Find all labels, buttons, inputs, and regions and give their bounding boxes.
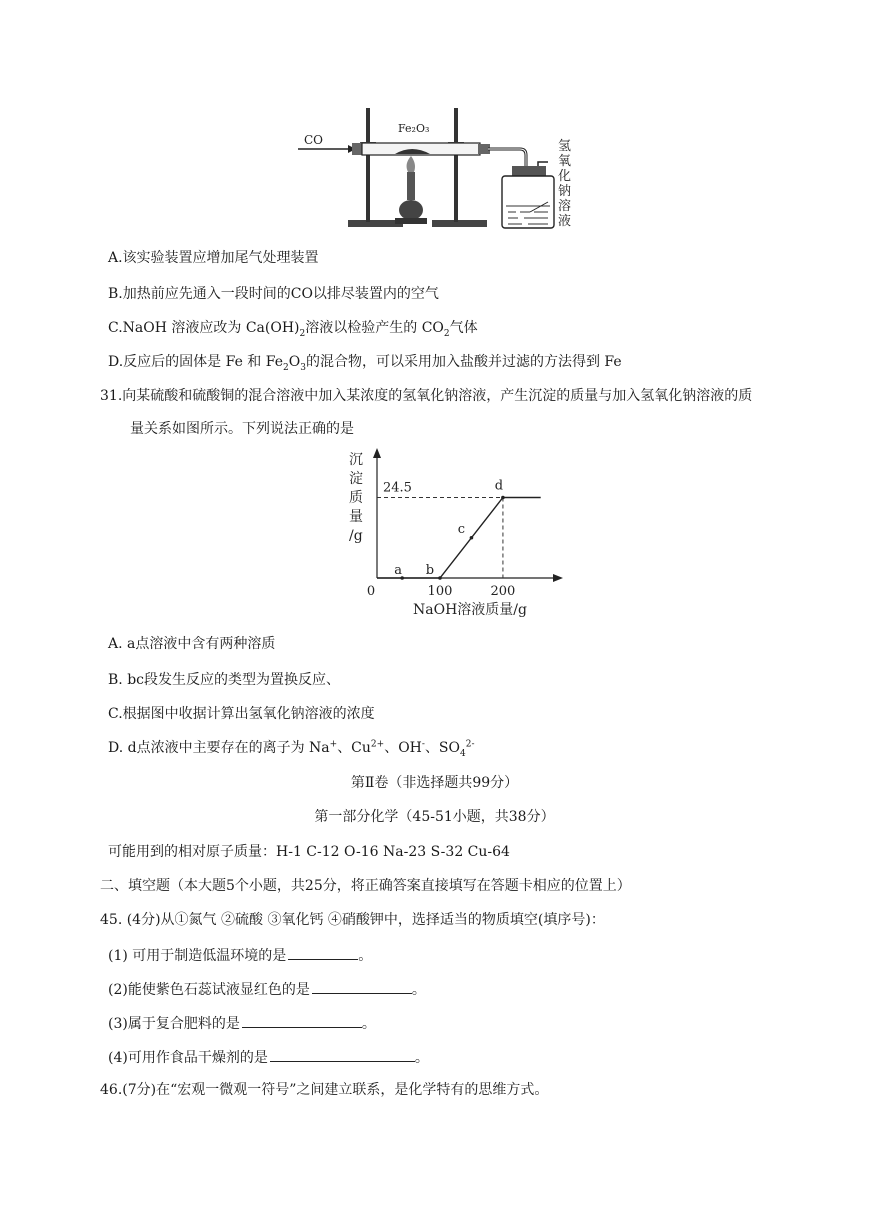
q45-stem: 45. (4分)从①氮气 ②硫酸 ③氧化钙 ④硝酸钾中，选择适当的物质填空(填序号)： [100, 912, 605, 928]
q45-item4: (4)可用作食品干燥剂的是 。 [108, 1047, 429, 1067]
x-tick-label: 100 [427, 584, 453, 599]
q45-item3-text: (3)属于复合肥料的是 [108, 1016, 240, 1032]
q30-option-d-text: D.反应后的固体是 Fe 和 Fe [108, 354, 283, 370]
x-tick-label: 200 [490, 584, 516, 599]
bottle-cap [512, 166, 546, 176]
q45-item1-blank[interactable] [288, 945, 358, 960]
q31-precipitate-chart [345, 448, 565, 618]
q30-option-c-text: C.NaOH 溶液应改为 Ca(OH) [108, 320, 300, 336]
svg-text:氧: 氧 [558, 154, 572, 169]
q31-option-b: B. bc段发生反应的类型为置换反应、 [108, 672, 340, 688]
x-axis-label: NaOH溶液质量/g [413, 602, 527, 618]
y-axis-label-char: /g [349, 528, 363, 544]
y-axis-arrow [373, 448, 381, 458]
q31-stem-line2: 量关系如图所示。下列说法正确的是 [130, 421, 354, 437]
burner-flame [407, 156, 415, 172]
burner-tube [407, 172, 415, 200]
q46-stem: 46.(7分)在“宏观一微观一符号”之间建立联系，是化学特有的思维方式。 [100, 1082, 549, 1098]
q45-item2: (2)能使紫色石蕊试液显红色的是 。 [108, 979, 426, 999]
right-stand-base [432, 220, 487, 227]
part-title: 第一部分化学（45-51小题，共38分） [314, 809, 555, 825]
q30-option-d: D.反应后的固体是 Fe 和 $Fe_2O_3$的混合物，可以采用加入盐酸并过滤的方法得到 Fe [108, 354, 622, 373]
naoh-solution-label [558, 139, 571, 229]
q45-item1: (1) 可用于制造低温环境的是 。 [108, 945, 372, 965]
y-axis-label-char: 量 [349, 509, 363, 525]
svg-text:溶: 溶 [558, 199, 572, 214]
burner-bowl [399, 200, 423, 220]
left-stand-rod [366, 108, 370, 222]
y-axis-label-char: 质 [349, 490, 363, 506]
q45-item4-text: (4)可用作食品干燥剂的是 [108, 1050, 268, 1066]
q31-option-a: A. a点溶液中含有两种溶质 [108, 636, 276, 652]
data-point [501, 496, 505, 500]
burner-base [395, 218, 427, 224]
point-label: b [425, 563, 435, 578]
q30-option-b: B.加热前应先通入一段时间的CO以排尽装置内的空气 [108, 286, 439, 302]
svg-text:钠: 钠 [558, 184, 572, 199]
q30-option-c: C.NaOH 溶液应改为 $Ca(OH)_2$溶液以检验产生的 $CO_2$气体 [108, 320, 478, 339]
point-label: c [457, 521, 466, 537]
origin-label: 0 [366, 584, 376, 599]
q45-item2-text: (2)能使紫色石蕊试液显红色的是 [108, 982, 310, 998]
q31-option-c: C.根据图中收据计算出氢氧化钠溶液的浓度 [108, 706, 375, 722]
volume-title: 第Ⅱ卷（非选择题共99分） [350, 775, 519, 791]
y-axis-label-char: 沉 [349, 452, 363, 468]
bottle-body [502, 176, 554, 228]
fill-in-heading: 二、填空题（本大题5个小题，共25分，将正确答案直接填写在答题卡相应的位置上） [100, 878, 631, 894]
svg-text:化: 化 [558, 169, 572, 184]
q45-item3: (3)属于复合肥料的是 。 [108, 1013, 376, 1033]
left-stand-base [348, 220, 403, 227]
fe2o3-label: Fe₂O₃ [398, 122, 430, 135]
svg-text:液: 液 [558, 214, 572, 229]
y-tick-label: 24.5 [383, 480, 412, 496]
q45-item2-blank[interactable] [312, 979, 412, 994]
q30-option-a: A.该实验装置应增加尾气处理装置 [108, 250, 319, 266]
q31-option-d: D. d点浓液中主要存在的离子为 Na+、$Cu^{2+}$、OH-、$SO_4^{2-}$ [108, 739, 475, 759]
co-reduction-apparatus-figure [290, 100, 590, 235]
q45-item1-text: (1) 可用于制造低温环境的是 [108, 948, 287, 964]
x-axis-arrow [553, 574, 563, 582]
co-label: CO [304, 133, 324, 147]
svg-text:氢: 氢 [558, 139, 572, 154]
q31-stem-line1: 31.向某硫酸和硫酸铜的混合溶液中加入某浓度的氢氧化钠溶液，产生沉淀的质量与加入氢氧化钠溶液的质 [100, 388, 753, 404]
data-point [438, 576, 442, 580]
data-point [470, 536, 474, 540]
q31-option-d-text: D. d点浓液中主要存在的离子为 Na [108, 740, 330, 756]
q45-item4-blank[interactable] [270, 1047, 415, 1062]
right-stand-rod [454, 108, 458, 222]
atomic-masses: 可能用到的相对原子质量：H-1 C-12 O-16 Na-23 S-32 Cu-64 [108, 844, 510, 860]
q45-item3-blank[interactable] [242, 1013, 362, 1028]
point-label: d [494, 478, 504, 494]
point-label: a [394, 563, 403, 578]
y-axis-label-char: 淀 [349, 471, 363, 487]
